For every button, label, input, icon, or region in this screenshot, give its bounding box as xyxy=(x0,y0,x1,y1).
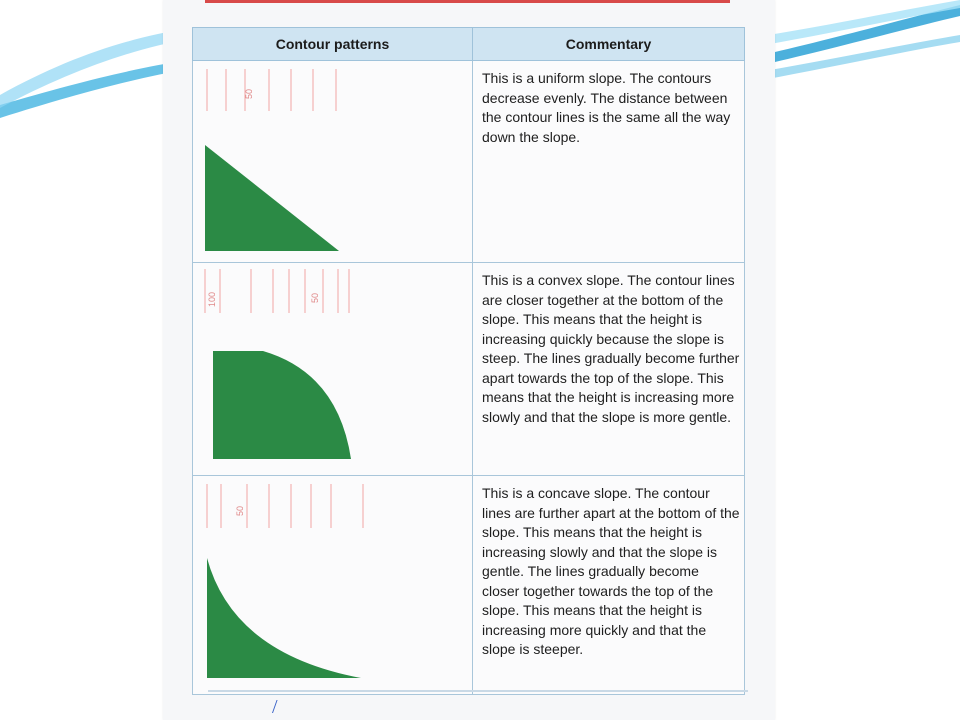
contour-table xyxy=(192,27,745,695)
table-row xyxy=(193,476,745,695)
table-row xyxy=(193,61,745,263)
convex-slope-diagram xyxy=(193,263,473,475)
contour-label-50: 50 xyxy=(310,292,320,303)
contour-pattern-uniform xyxy=(193,61,473,263)
table-row xyxy=(193,263,745,476)
uniform-slope-diagram xyxy=(193,61,473,262)
commentary-uniform: This is a uniform slope. The contours decrease evenly. The distance between the contour lines is the same all the way down the slope. xyxy=(482,70,731,145)
page-top-bar xyxy=(205,0,730,3)
commentary-convex: This is a convex slope. The contour lines are closer together at the bottom of the slope. This means that the height is increasing quickly because the slope is steep. The lines gradually become further apart towards the top of the slope. This means that the height is increasing more slowly and that the slope is more gentle. xyxy=(482,272,740,425)
commentary-concave: This is a concave slope. The contour lines are further apart at the bottom of the slope. This means that the height is increasing slowly and that the slope is gentle. The lines gradually become closer together towards the top of the slope. This means that the height is increasing more quickly and that the slope is steeper. xyxy=(482,485,740,657)
slope-profile-concave xyxy=(207,558,361,678)
contour-label-50: 50 xyxy=(244,88,254,99)
slope-profile-convex xyxy=(213,351,351,459)
contour-label-100: 100 xyxy=(207,291,217,307)
handwritten-mark: / xyxy=(272,696,278,718)
header-contour-patterns: Contour patterns xyxy=(193,28,473,61)
contour-pattern-convex xyxy=(193,263,473,476)
slope-profile-uniform xyxy=(205,145,339,251)
table-header-row xyxy=(193,28,745,61)
page-bottom-edge xyxy=(208,690,748,692)
contour-label-50: 50 xyxy=(235,505,245,516)
contour-pattern-concave xyxy=(193,476,473,695)
concave-slope-diagram xyxy=(193,476,473,694)
header-commentary: Commentary xyxy=(473,28,745,61)
